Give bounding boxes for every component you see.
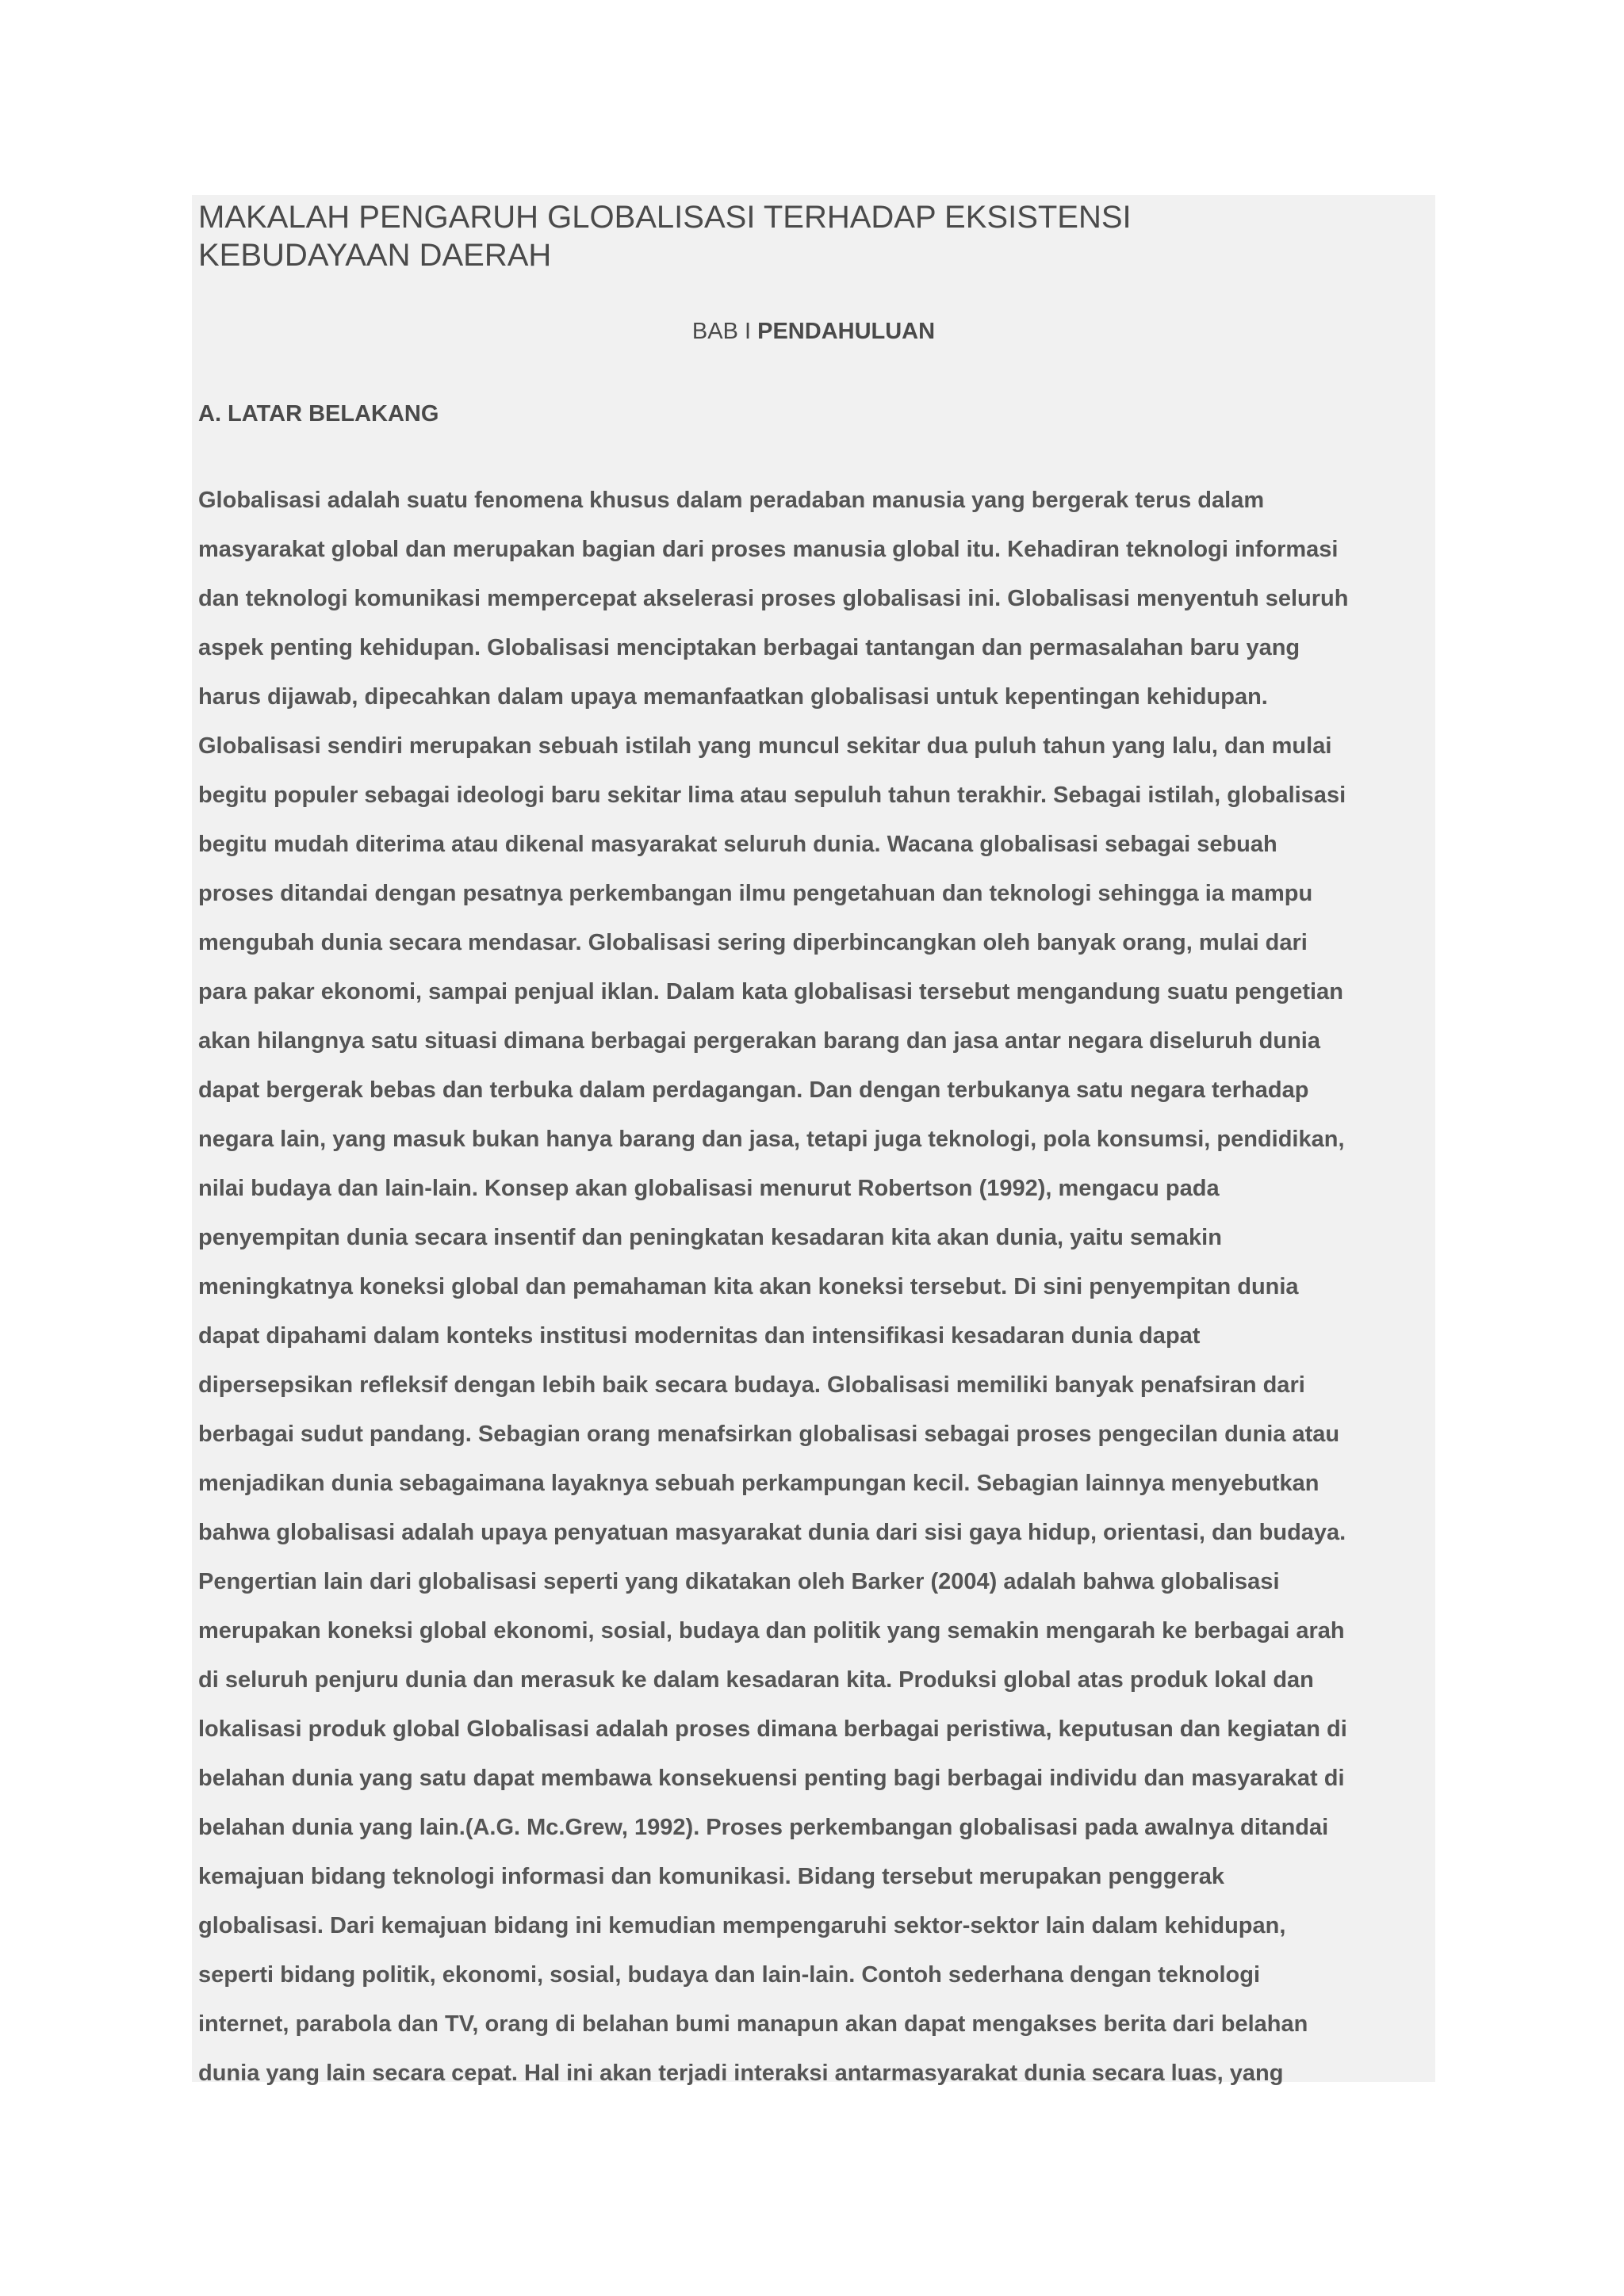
body-line: para pakar ekonomi, sampai penjual iklan. Dalam kata globalisasi tersebut mengandung suatu pengetian [198, 979, 1343, 1004]
body-line: nilai budaya dan lain-lain. Konsep akan globalisasi menurut Robertson (1992), mengacu pada [198, 1176, 1220, 1201]
body-line: lokalisasi produk global Globalisasi adalah proses dimana berbagai peristiwa, keputusan dan kegiatan di [198, 1716, 1347, 1742]
body-line: begitu mudah diterima atau dikenal masyarakat seluruh dunia. Wacana globalisasi sebagai sebuah [198, 832, 1277, 857]
body-line: seperti bidang politik, ekonomi, sosial, budaya dan lain-lain. Contoh sederhana dengan teknologi [198, 1962, 1261, 1988]
body-line: aspek penting kehidupan. Globalisasi menciptakan berbagai tantangan dan permasalahan baru yang [198, 635, 1300, 660]
body-line: mengubah dunia secara mendasar. Globalisasi sering diperbincangkan oleh banyak orang, mulai dari [198, 930, 1308, 955]
body-line: begitu populer sebagai ideologi baru sekitar lima atau sepuluh tahun terakhir. Sebagai istilah, globalisasi [198, 783, 1346, 808]
body-line: Globalisasi sendiri merupakan sebuah istilah yang muncul sekitar dua puluh tahun yang lalu, dan mulai [198, 733, 1332, 759]
body-line: dunia yang lain secara cepat. Hal ini akan terjadi interaksi antarmasyarakat dunia secara luas, yang [198, 2061, 1284, 2086]
body-line: harus dijawab, dipecahkan dalam upaya memanfaatkan globalisasi untuk kepentingan kehidupan. [198, 684, 1268, 710]
chapter-label: BAB I [691, 319, 752, 344]
body-line: dipersepsikan refleksif dengan lebih baik secara budaya. Globalisasi memiliki banyak penafsiran dari [198, 1372, 1305, 1398]
section-heading: A. LATAR BELAKANG [198, 401, 439, 427]
body-line: negara lain, yang masuk bukan hanya barang dan jasa, tetapi juga teknologi, pola konsumsi, pendidikan, [198, 1127, 1345, 1152]
body-line: belahan dunia yang satu dapat membawa konsekuensi penting bagi berbagai individu dan masyarakat di [198, 1766, 1345, 1791]
body-line: akan hilangnya satu situasi dimana berbagai pergerakan barang dan jasa antar negara diseluruh dunia [198, 1028, 1320, 1054]
body-line: Globalisasi adalah suatu fenomena khusus dalam peradaban manusia yang bergerak terus dalam [198, 488, 1265, 513]
body-line: bahwa globalisasi adalah upaya penyatuan masyarakat dunia dari sisi gaya hidup, orientasi, dan budaya. [198, 1520, 1346, 1545]
title-line: MAKALAH PENGARUH GLOBALISASI TERHADAP EKSISTENSI [198, 200, 1132, 235]
body-line: kemajuan bidang teknologi informasi dan komunikasi. Bidang tersebut merupakan penggerak [198, 1864, 1224, 1889]
body-line: dapat dipahami dalam konteks institusi modernitas dan intensifikasi kesadaran dunia dapat [198, 1323, 1201, 1349]
body-line: berbagai sudut pandang. Sebagian orang menafsirkan globalisasi sebagai proses pengecilan dunia atau [198, 1422, 1340, 1447]
body-line: dapat bergerak bebas dan terbuka dalam perdagangan. Dan dengan terbukanya satu negara terhadap [198, 1077, 1309, 1103]
body-line: masyarakat global dan merupakan bagian dari proses manusia global itu. Kehadiran teknologi informasi [198, 537, 1339, 562]
chapter-title: PENDAHULUAN [757, 319, 936, 344]
body-paragraph [198, 476, 1435, 2098]
body-line: penyempitan dunia secara insentif dan peningkatan kesadaran kita akan dunia, yaitu semakin [198, 1225, 1222, 1250]
chapter-heading [192, 316, 1435, 347]
body-line: meningkatnya koneksi global dan pemahaman kita akan koneksi tersebut. Di sini penyempitan dunia [198, 1274, 1299, 1299]
body-line: belahan dunia yang lain.(A.G. Mc.Grew, 1992). Proses perkembangan globalisasi pada awalnya ditandai [198, 1815, 1329, 1840]
body-line: globalisasi. Dari kemajuan bidang ini kemudian mempengaruhi sektor-sektor lain dalam kehidupan, [198, 1913, 1286, 1938]
body-line: merupakan koneksi global ekonomi, sosial, budaya dan politik yang semakin mengarah ke berbagai arah [198, 1618, 1345, 1644]
body-line: internet, parabola dan TV, orang di belahan bumi manapun akan dapat mengakses berita dari belahan [198, 2011, 1308, 2037]
body-line: dan teknologi komunikasi mempercepat akselerasi proses globalisasi ini. Globalisasi menyentuh seluruh [198, 586, 1349, 611]
body-line: menjadikan dunia sebagaimana layaknya sebuah perkampungan kecil. Sebagian lainnya menyebutkan [198, 1471, 1320, 1496]
body-line: proses ditandai dengan pesatnya perkembangan ilmu pengetahuan dan teknologi sehingga ia mampu [198, 881, 1313, 906]
title-line: KEBUDAYAAN DAERAH [198, 238, 552, 273]
body-line: di seluruh penjuru dunia dan merasuk ke dalam kesadaran kita. Produksi global atas produk lokal dan [198, 1667, 1314, 1693]
document-title [198, 198, 1229, 274]
body-line: Pengertian lain dari globalisasi seperti yang dikatakan oleh Barker (2004) adalah bahwa globalisasi [198, 1569, 1280, 1594]
